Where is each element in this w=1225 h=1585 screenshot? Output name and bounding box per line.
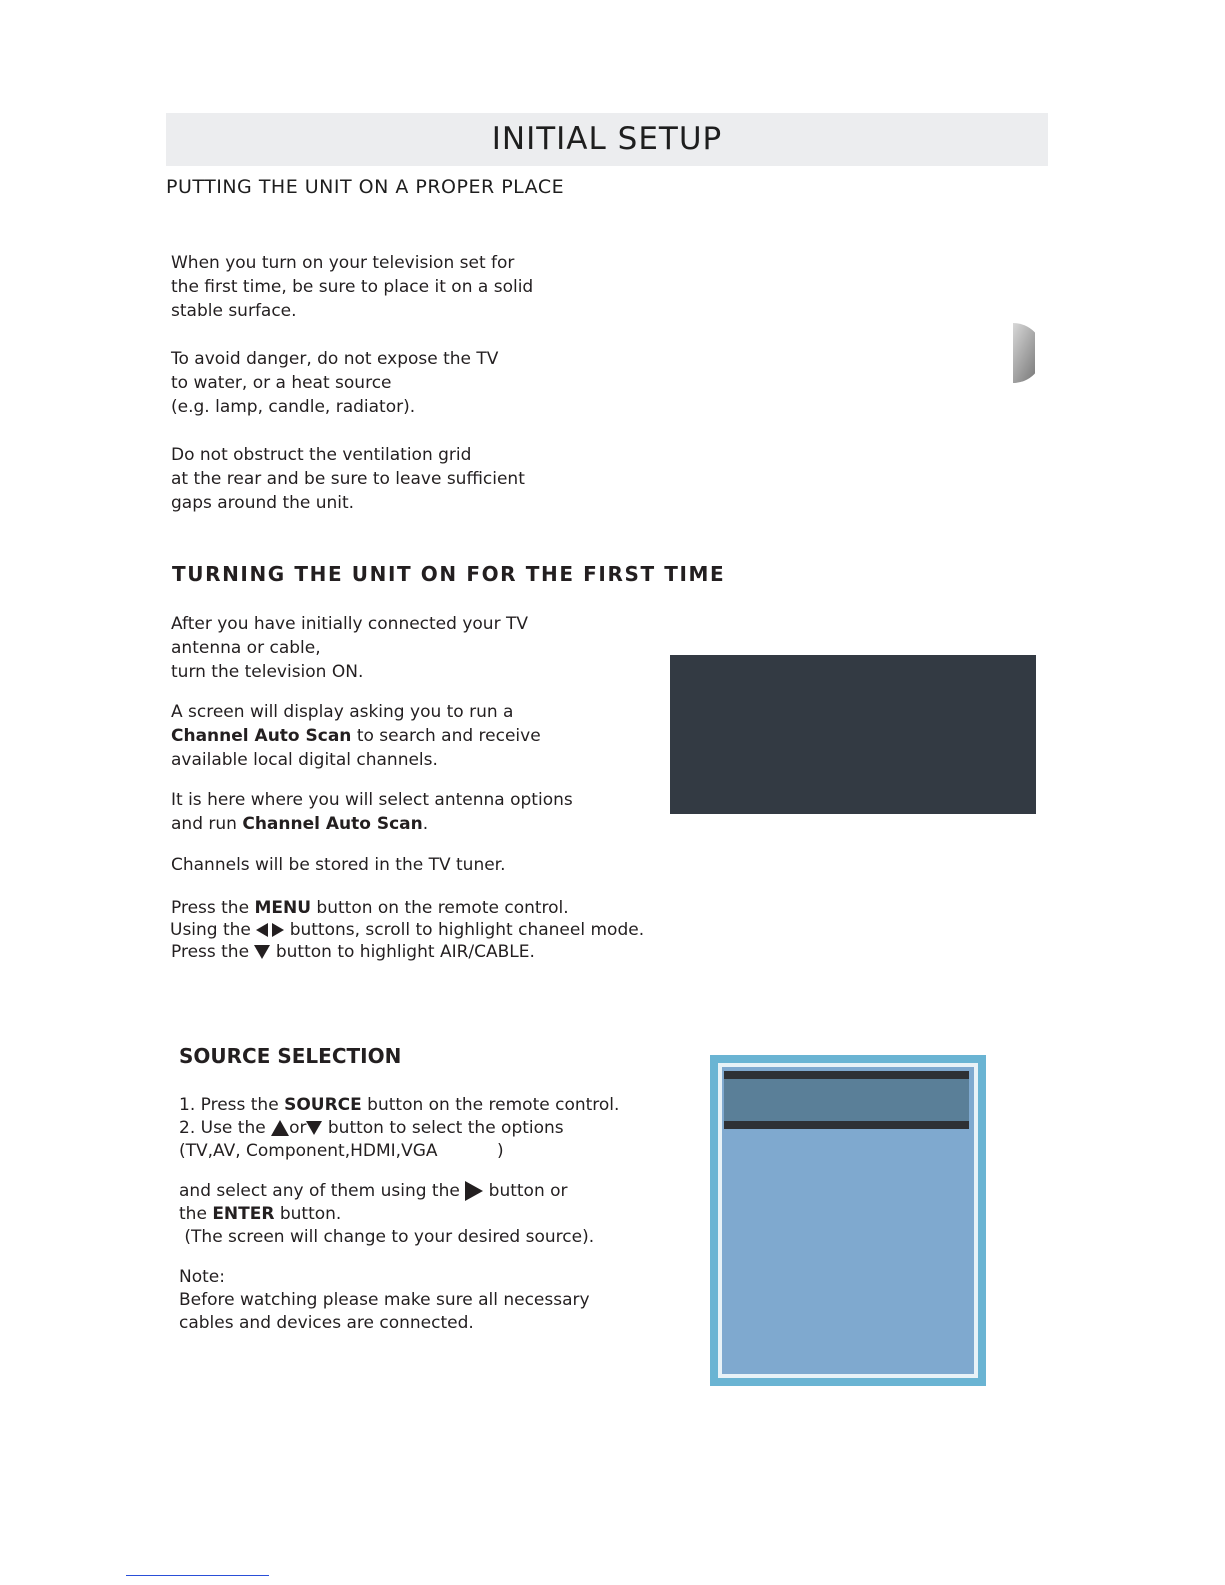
- source-select-paragraph: [179, 1180, 594, 1249]
- text-line: gaps around the unit.: [171, 493, 355, 513]
- enter-button-label: ENTER: [212, 1204, 275, 1224]
- text-span: and select any of them using the: [179, 1181, 466, 1201]
- channel-auto-scan-label: Channel Auto Scan: [171, 726, 352, 746]
- text-line: at the rear and be sure to leave sufficient: [171, 469, 525, 489]
- text-line: antenna or cable,: [171, 638, 321, 658]
- text-line: [179, 1203, 594, 1226]
- first-time-instructions: [171, 897, 644, 963]
- note-label: Note:: [179, 1267, 225, 1287]
- menu-button-label: MENU: [254, 898, 312, 918]
- text-line: available local digital channels.: [171, 750, 438, 770]
- text-span: 1. Press the: [179, 1095, 285, 1115]
- text-span: and run: [171, 814, 243, 834]
- source-button-label: SOURCE: [284, 1095, 362, 1115]
- text-span: the: [179, 1204, 213, 1224]
- text-line: to water, or a heat source: [171, 373, 392, 393]
- first-time-paragraph-2: [171, 700, 541, 772]
- text-span: button to select the options: [322, 1118, 564, 1138]
- right-arrow-icon: [272, 923, 284, 937]
- text-span: Using the: [170, 920, 257, 940]
- text-line: (e.g. lamp, candle, radiator).: [171, 397, 416, 417]
- text-line: [179, 1117, 619, 1140]
- text-line: It is here where you will select antenna options: [171, 790, 573, 810]
- text-line: [171, 812, 573, 836]
- right-arrow-icon: [465, 1181, 483, 1201]
- text-line: Channels will be stored in the TV tuner.: [171, 855, 506, 875]
- channel-auto-scan-label: Channel Auto Scan: [242, 814, 423, 834]
- text-line: When you turn on your television set for: [171, 253, 515, 273]
- text-line: cables and devices are connected.: [179, 1313, 474, 1333]
- text-line: stable surface.: [171, 301, 297, 321]
- text-span: Press the: [171, 942, 255, 962]
- placement-paragraph-1: [171, 251, 533, 323]
- text-span: button to highlight AIR/CABLE.: [270, 942, 535, 962]
- text-span: 2. Use the: [179, 1118, 272, 1138]
- tv-screen-illustration: [670, 655, 1036, 814]
- section-heading-source: SOURCE SELECTION: [179, 1044, 402, 1068]
- text-line: [170, 919, 644, 941]
- text-line: [179, 1094, 619, 1117]
- down-arrow-icon: [306, 1121, 322, 1135]
- text-line: [179, 1180, 594, 1203]
- text-line: A screen will display asking you to run a: [171, 702, 514, 722]
- text-span: buttons, scroll to highlight chaneel mode.: [284, 920, 645, 940]
- text-line: Do not obstruct the ventilation grid: [171, 445, 472, 465]
- text-line: Before watching please make sure all necessary: [179, 1290, 590, 1310]
- text-line: After you have initially connected your TV: [171, 614, 528, 634]
- text-line: (TV,AV, Component,HDMI,VGA ): [179, 1141, 504, 1161]
- placement-paragraph-2: [171, 347, 498, 419]
- left-arrow-icon: [256, 923, 268, 937]
- placement-paragraph-3: [171, 443, 525, 515]
- text-span: button.: [274, 1204, 342, 1224]
- first-time-paragraph-4: [171, 853, 506, 877]
- page-title: INITIAL SETUP: [491, 121, 723, 157]
- text-line: [171, 897, 644, 919]
- first-time-paragraph-1: [171, 612, 528, 684]
- down-arrow-icon: [254, 945, 270, 959]
- text-line: turn the television ON.: [171, 662, 364, 682]
- source-menu-highlight-bar: [724, 1071, 969, 1129]
- text-span: button or: [483, 1181, 568, 1201]
- text-span: or: [289, 1118, 307, 1138]
- footer-link-line: [126, 1575, 269, 1576]
- disc-icon: [1013, 323, 1035, 383]
- text-span: .: [422, 814, 429, 834]
- source-steps: [179, 1094, 619, 1163]
- text-span: button on the remote control.: [311, 898, 569, 918]
- text-line: To avoid danger, do not expose the TV: [171, 349, 499, 369]
- text-line: [171, 724, 541, 748]
- source-note: [179, 1266, 590, 1335]
- section-subtitle: PUTTING THE UNIT ON A PROPER PLACE: [166, 176, 565, 198]
- text-span: to search and receive: [351, 726, 541, 746]
- up-arrow-icon: [271, 1120, 289, 1136]
- first-time-paragraph-3: [171, 788, 573, 836]
- text-line: (The screen will change to your desired source).: [179, 1227, 595, 1247]
- text-span: Press the: [171, 898, 255, 918]
- title-bar: [166, 113, 1048, 166]
- section-heading-first-time: TURNING THE UNIT ON FOR THE FIRST TIME: [172, 562, 726, 586]
- text-line: the first time, be sure to place it on a solid: [171, 277, 534, 297]
- text-line: [171, 941, 644, 963]
- text-span: button on the remote control.: [361, 1095, 620, 1115]
